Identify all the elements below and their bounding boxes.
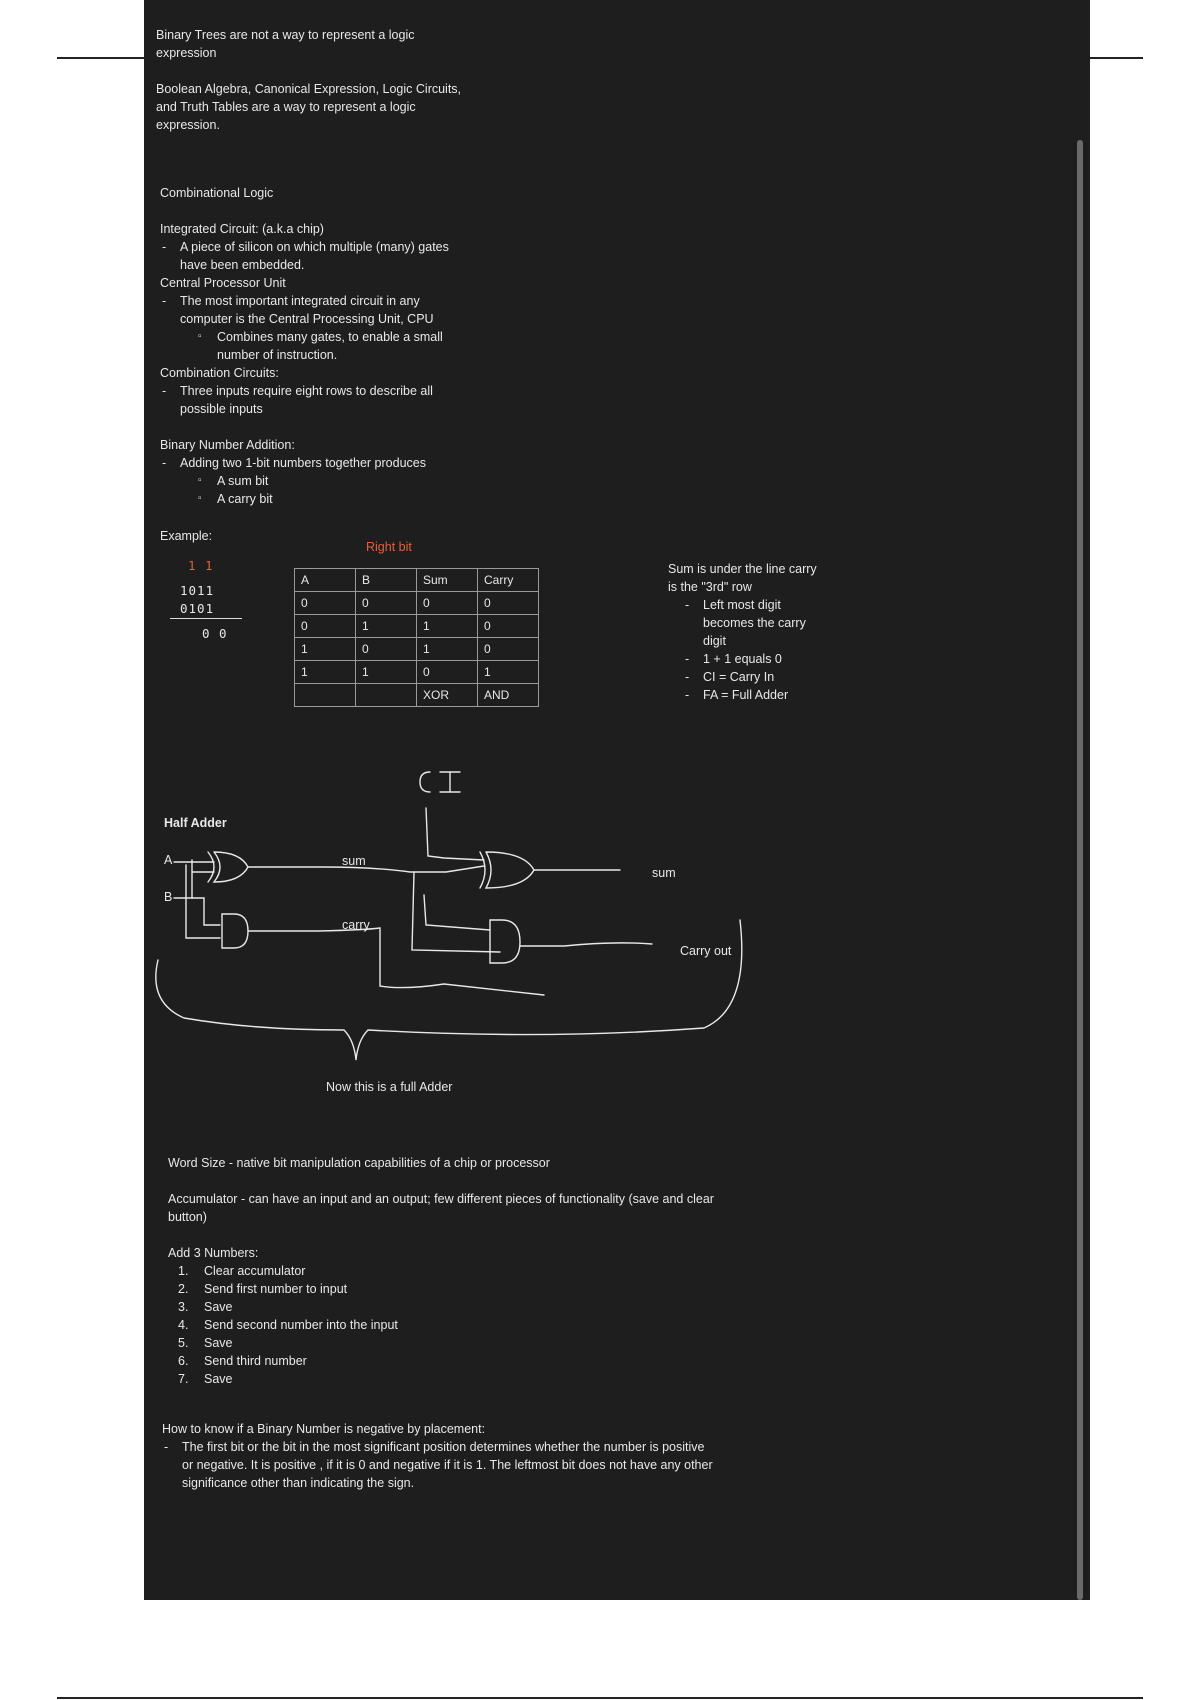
side-note-line: Sum is under the line carry [668, 562, 817, 576]
full-adder-label: Now this is a full Adder [326, 1080, 453, 1094]
list-item: 7. Save [178, 1372, 233, 1386]
table-cell: 1 [295, 661, 356, 684]
right-bit-label: Right bit [366, 540, 412, 554]
table-cell: 1 [417, 615, 478, 638]
ic-bullet-cont: have been embedded. [180, 258, 305, 272]
negative-bullet: - The first bit or the bit in the most significant position determines whether the number is positive [162, 1438, 713, 1456]
carry-out-wire [520, 943, 652, 946]
bna-subbullet: ▫ A carry bit [160, 490, 449, 508]
example-label: Example: [160, 529, 213, 543]
carry-inner-label: carry [342, 918, 370, 932]
table-cell: 0 [356, 638, 417, 661]
list-item: 6. Send third number [178, 1354, 307, 1368]
input-b-label: B [164, 890, 173, 904]
and-gate-2 [490, 920, 520, 963]
cc-heading: Combination Circuits: [160, 366, 279, 380]
wire-a-down [186, 865, 220, 938]
half-adder-label: Half Adder [164, 816, 227, 830]
list-item: 3. Save [178, 1300, 233, 1314]
cc-bullet: - Three inputs require eight rows to describe all [160, 382, 449, 400]
side-note-bullet: - CI = Carry In [683, 668, 817, 686]
negative-heading: How to know if a Binary Number is negative by placement: [162, 1422, 486, 1436]
ci-wire [426, 808, 484, 860]
addend-1: 1011 [180, 583, 215, 598]
intro-line: Boolean Algebra, Canonical Expression, Logic Circuits, [156, 82, 462, 96]
full-adder-drawing [144, 0, 1090, 1100]
note-panel [144, 0, 1090, 1600]
and-gate-1 [222, 914, 248, 948]
xor-gate-2 [480, 852, 534, 888]
top-rule-right [1088, 57, 1143, 59]
ci-letter-c [420, 772, 430, 792]
header-cell: Sum [417, 569, 478, 592]
list-item: 2. Send first number to input [178, 1282, 348, 1296]
add3-heading: Add 3 Numbers: [168, 1246, 259, 1260]
and2-in-wire-2 [424, 895, 490, 930]
negative-number-section [162, 1420, 713, 1492]
bna-bullet: - Adding two 1-bit numbers together produces [160, 454, 449, 472]
bottom-rule [57, 1697, 1143, 1699]
list-item: 4. Send second number into the input [178, 1318, 398, 1332]
sum-inner-label: sum [342, 854, 366, 868]
side-note-bullet: - FA = Full Adder [683, 686, 817, 704]
sum-wire [248, 866, 484, 872]
table-cell: 1 [478, 661, 539, 684]
table-cell: 0 [478, 638, 539, 661]
addend-2: 0101 [180, 601, 215, 616]
table-cell: 0 [295, 592, 356, 615]
bna-heading: Binary Number Addition: [160, 438, 295, 452]
header-cell: B [356, 569, 417, 592]
cpu-bullet-cont: computer is the Central Processing Unit, CPU [180, 312, 434, 326]
header-cell: Carry [478, 569, 539, 592]
table-cell: 0 [417, 592, 478, 615]
carry-out-label: Carry out [680, 944, 732, 958]
side-note-line: is the "3rd" row [668, 580, 752, 594]
carry-digits: 1 1 [188, 558, 214, 573]
input-a-label: A [164, 853, 173, 867]
table-cell: AND [478, 684, 539, 707]
carry-wire [248, 928, 544, 995]
table-cell: XOR [417, 684, 478, 707]
side-note-cont: digit [703, 634, 726, 648]
side-note-bullet: - Left most digit [683, 596, 817, 614]
partial-result: 0 0 [202, 626, 228, 641]
table-cell: 0 [478, 615, 539, 638]
table-cell: 0 [417, 661, 478, 684]
cpu-subbullet: ▫ Combines many gates, to enable a small [160, 328, 449, 346]
word-size-line: Word Size - native bit manipulation capabilities of a chip or processor [168, 1156, 550, 1170]
bna-subbullet: ▫ A sum bit [160, 472, 449, 490]
intro-line: Binary Trees are not a way to represent a logic [156, 28, 415, 42]
wire-b [174, 860, 192, 898]
accumulator-line: Accumulator - can have an input and an output; few different pieces of functionality (save and clear [168, 1192, 714, 1206]
wire-b-and [192, 898, 220, 925]
accumulator-line-cont: button) [168, 1210, 207, 1224]
table-cell: 0 [356, 592, 417, 615]
list-item: 5. Save [178, 1336, 233, 1350]
table-cell: 1 [295, 638, 356, 661]
xor-gate-1 [208, 852, 248, 882]
sum-out-label: sum [652, 866, 676, 880]
word-size-section [168, 1154, 714, 1388]
negative-bullet-cont: or negative. It is positive , if it is 0 and negative if it is 1. The leftmost bit does not have any other [182, 1458, 713, 1472]
negative-bullet-cont: significance other than indicating the sign. [182, 1476, 415, 1490]
table-cell: 1 [356, 615, 417, 638]
side-note-bullet: - 1 + 1 equals 0 [683, 650, 817, 668]
table-cell: 0 [295, 615, 356, 638]
intro-line: and Truth Tables are a way to represent a logic [156, 100, 416, 114]
ci-letter-i [440, 772, 460, 792]
table-cell: 0 [478, 592, 539, 615]
ic-heading: Integrated Circuit: (a.k.a chip) [160, 222, 324, 236]
header-cell: A [295, 569, 356, 592]
cc-bullet-cont: possible inputs [180, 402, 263, 416]
cpu-bullet: - The most important integrated circuit in any [160, 292, 449, 310]
vertical-scrollbar[interactable] [1077, 140, 1083, 1600]
cpu-subbullet-cont: number of instruction. [217, 348, 338, 362]
list-item: 1. Clear accumulator [178, 1264, 306, 1278]
table-cell: 1 [356, 661, 417, 684]
side-note-cont: becomes the carry [703, 616, 806, 630]
intro-line: expression [156, 46, 217, 60]
full-adder-brace [156, 920, 742, 1060]
section-title: Combinational Logic [160, 186, 274, 200]
top-rule-left [57, 57, 147, 59]
cpu-heading: Central Processor Unit [160, 276, 286, 290]
ic-bullet: - A piece of silicon on which multiple (many) gates [160, 238, 449, 256]
table-cell: 1 [417, 638, 478, 661]
intro-line: expression. [156, 118, 220, 132]
